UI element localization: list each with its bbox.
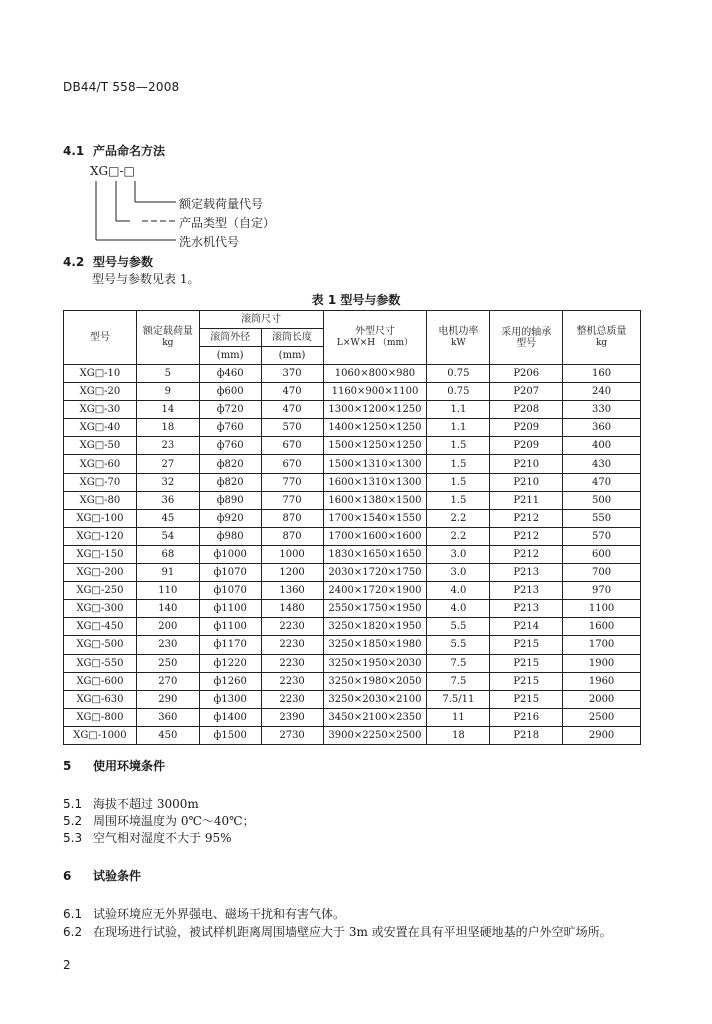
cell-total-mass: 430: [563, 455, 641, 473]
cell-motor-power: 1.1: [427, 419, 490, 437]
cell-motor-power: 5.5: [427, 636, 490, 654]
item-text: 在现场进行试验，被试样机距离周围墙壁应大于 3m 或安置在具有平坦坚硬地基的户外空旷场所。: [93, 925, 612, 939]
cell-drum-length: 2230: [261, 690, 323, 708]
cell-model: XG□-200: [64, 564, 137, 582]
cell-dimensions: 2400×1720×1900: [323, 582, 427, 600]
section-title: 试验条件: [93, 869, 142, 883]
cell-dimensions: 1700×1600×1600: [323, 527, 427, 545]
item-number: 6.1: [63, 907, 83, 921]
section-number: 4.1: [63, 144, 85, 158]
cell-motor-power: 1.5: [427, 473, 490, 491]
cell-rated-load: 140: [136, 600, 199, 618]
cell-model: XG□-1000: [64, 726, 137, 744]
cell-total-mass: 2900: [563, 726, 641, 744]
cell-drum-length: 1200: [261, 564, 323, 582]
cell-bearing: P213: [490, 600, 563, 618]
cell-model: XG□-20: [64, 383, 137, 401]
header-drum-length-unit: (mm): [261, 347, 323, 365]
section-title: 型号与参数: [93, 255, 154, 269]
cell-bearing: P209: [490, 419, 563, 437]
cell-drum-diameter: ф1100: [199, 618, 261, 636]
cell-drum-length: 570: [261, 419, 323, 437]
cell-total-mass: 1700: [563, 636, 641, 654]
table-row: [64, 491, 641, 509]
cell-bearing: P208: [490, 401, 563, 419]
cell-drum-diameter: ф1100: [199, 600, 261, 618]
table-row: [64, 726, 641, 744]
cell-drum-length: 2730: [261, 726, 323, 744]
section-title: 使用环境条件: [93, 759, 166, 773]
cell-motor-power: 4.0: [427, 582, 490, 600]
cell-rated-load: 450: [136, 726, 199, 744]
cell-model: XG□-800: [64, 708, 137, 726]
cell-motor-power: 0.75: [427, 383, 490, 401]
cell-dimensions: 3250×1950×2030: [323, 654, 427, 672]
cell-dimensions: 3250×1820×1950: [323, 618, 427, 636]
item-number: 6.2: [63, 925, 83, 939]
cell-total-mass: 400: [563, 437, 641, 455]
cell-motor-power: 2.2: [427, 527, 490, 545]
code-dash: -: [119, 164, 124, 178]
cell-total-mass: 330: [563, 401, 641, 419]
cell-drum-length: 2230: [261, 654, 323, 672]
cell-dimensions: 1400×1250×1250: [323, 419, 427, 437]
cell-drum-length: 1000: [261, 545, 323, 563]
header-motor-power: [427, 311, 490, 365]
cell-model: XG□-450: [64, 618, 137, 636]
cell-rated-load: 23: [136, 437, 199, 455]
cell-total-mass: 2500: [563, 708, 641, 726]
cell-dimensions: 1700×1540×1550: [323, 509, 427, 527]
cell-drum-diameter: ф1400: [199, 708, 261, 726]
cell-rated-load: 32: [136, 473, 199, 491]
cell-model: XG□-80: [64, 491, 137, 509]
cell-dimensions: 1300×1200×1250: [323, 401, 427, 419]
cell-dimensions: 1600×1310×1300: [323, 473, 427, 491]
cell-motor-power: 3.0: [427, 564, 490, 582]
cell-motor-power: 7.5: [427, 672, 490, 690]
header-rated-load-label: 额定载荷量: [142, 326, 193, 338]
table-row: [64, 473, 641, 491]
list-item: [63, 795, 199, 812]
cell-total-mass: 1100: [563, 600, 641, 618]
header-rated-load-unit: kg: [162, 338, 174, 349]
cell-bearing: P216: [490, 708, 563, 726]
cell-dimensions: 2550×1750×1950: [323, 600, 427, 618]
cell-drum-diameter: ф1260: [199, 672, 261, 690]
header-drum-diameter-unit: (mm): [199, 347, 261, 365]
cell-dimensions: 3250×1980×2050: [323, 672, 427, 690]
cell-motor-power: 1.5: [427, 455, 490, 473]
cell-motor-power: 5.5: [427, 618, 490, 636]
table-row: [64, 419, 641, 437]
table-row: [64, 600, 641, 618]
cell-bearing: P215: [490, 636, 563, 654]
header-bearing-label: 采用的轴承: [501, 326, 552, 338]
header-total-mass-unit: kg: [595, 338, 608, 349]
cell-motor-power: 11: [427, 708, 490, 726]
cell-total-mass: 240: [563, 383, 641, 401]
cell-model: XG□-630: [64, 690, 137, 708]
cell-rated-load: 27: [136, 455, 199, 473]
parameter-table: [63, 310, 641, 745]
cell-drum-length: 1360: [261, 582, 323, 600]
cell-drum-diameter: ф1000: [199, 545, 261, 563]
cell-motor-power: 3.0: [427, 545, 490, 563]
header-motor-power-label: 电机功率: [438, 326, 479, 338]
table-row: [64, 690, 641, 708]
cell-drum-length: 2230: [261, 618, 323, 636]
cell-bearing: P215: [490, 654, 563, 672]
cell-dimensions: 1160×900×1100: [323, 383, 427, 401]
cell-total-mass: 1960: [563, 672, 641, 690]
cell-rated-load: 200: [136, 618, 199, 636]
cell-rated-load: 250: [136, 654, 199, 672]
header-dimensions-unit: L×W×H （mm）: [336, 338, 414, 349]
cell-drum-length: 870: [261, 527, 323, 545]
cell-drum-length: 470: [261, 383, 323, 401]
item-text: 空气相对湿度不大于 95%: [93, 831, 232, 845]
cell-total-mass: 970: [563, 582, 641, 600]
cell-rated-load: 45: [136, 509, 199, 527]
table-body: [64, 365, 641, 745]
cell-drum-length: 770: [261, 491, 323, 509]
cell-drum-diameter: ф760: [199, 437, 261, 455]
cell-model: XG□-100: [64, 509, 137, 527]
code-box-type: □: [108, 164, 120, 178]
cell-bearing: P212: [490, 527, 563, 545]
cell-total-mass: 1900: [563, 654, 641, 672]
section-number: 6: [63, 869, 72, 883]
naming-bracket-lines: [80, 164, 190, 254]
cell-model: XG□-70: [64, 473, 137, 491]
table-row: [64, 636, 641, 654]
cell-total-mass: 600: [563, 545, 641, 563]
list-item: [63, 923, 612, 940]
cell-motor-power: 1.1: [427, 401, 490, 419]
item-number: 5.3: [63, 831, 83, 845]
cell-bearing: P218: [490, 726, 563, 744]
cell-total-mass: 570: [563, 527, 641, 545]
cell-drum-diameter: ф460: [199, 365, 261, 383]
table-row: [64, 383, 641, 401]
cell-model: XG□-10: [64, 365, 137, 383]
cell-rated-load: 14: [136, 401, 199, 419]
header-total-mass: [563, 311, 641, 365]
section-6-heading: [63, 867, 141, 884]
table-row: [64, 365, 641, 383]
cell-dimensions: 3900×2250×2500: [323, 726, 427, 744]
table-row: [64, 708, 641, 726]
cell-drum-diameter: ф1500: [199, 726, 261, 744]
cell-drum-diameter: ф980: [199, 527, 261, 545]
cell-model: XG□-150: [64, 545, 137, 563]
cell-total-mass: 160: [563, 365, 641, 383]
cell-dimensions: 1500×1310×1300: [323, 455, 427, 473]
header-drum-diameter: 滚筒外径: [199, 329, 261, 347]
cell-total-mass: 700: [563, 564, 641, 582]
header-dimensions-label: 外型尺寸: [354, 326, 395, 338]
cell-motor-power: 1.5: [427, 491, 490, 509]
cell-drum-diameter: ф920: [199, 509, 261, 527]
cell-rated-load: 360: [136, 708, 199, 726]
cell-dimensions: 3450×2100×2350: [323, 708, 427, 726]
header-total-mass-label: 整机总质量: [576, 326, 627, 338]
cell-drum-diameter: ф890: [199, 491, 261, 509]
cell-dimensions: 1060×800×980: [323, 365, 427, 383]
cell-drum-diameter: ф720: [199, 401, 261, 419]
code-box-load: □: [123, 164, 135, 178]
cell-rated-load: 110: [136, 582, 199, 600]
cell-bearing: P214: [490, 618, 563, 636]
cell-total-mass: 550: [563, 509, 641, 527]
cell-dimensions: 2030×1720×1750: [323, 564, 427, 582]
naming-diagram: [80, 164, 320, 254]
cell-rated-load: 68: [136, 545, 199, 563]
table-row: [64, 582, 641, 600]
header-drum-size: 滚筒尺寸: [199, 311, 323, 329]
section-4-1-heading: [63, 142, 165, 159]
table-row: [64, 527, 641, 545]
cell-motor-power: 1.5: [427, 437, 490, 455]
cell-motor-power: 18: [427, 726, 490, 744]
table-row: [64, 437, 641, 455]
cell-model: XG□-550: [64, 654, 137, 672]
table-header: [64, 311, 641, 365]
table-row: [64, 618, 641, 636]
table-row: [64, 564, 641, 582]
label-machine-code: 洗水机代号: [179, 235, 240, 249]
section-5-heading: [63, 757, 165, 774]
cell-rated-load: 290: [136, 690, 199, 708]
cell-bearing: P210: [490, 473, 563, 491]
cell-total-mass: 470: [563, 473, 641, 491]
cell-dimensions: 1830×1650×1650: [323, 545, 427, 563]
cell-drum-diameter: ф1070: [199, 582, 261, 600]
cell-drum-length: 2230: [261, 636, 323, 654]
item-text: 试验环境应无外界强电、磁场干扰和有害气体。: [93, 907, 346, 921]
cell-bearing: P209: [490, 437, 563, 455]
item-text: 周围环境温度为 0℃～40℃；: [93, 814, 255, 828]
item-text: 海拔不超过 3000m: [93, 797, 199, 811]
cell-rated-load: 18: [136, 419, 199, 437]
cell-drum-length: 2230: [261, 672, 323, 690]
cell-model: XG□-50: [64, 437, 137, 455]
cell-bearing: P215: [490, 672, 563, 690]
table-row: [64, 654, 641, 672]
label-product-type: 产品类型（自定）: [179, 216, 276, 230]
cell-dimensions: 1600×1380×1500: [323, 491, 427, 509]
cell-drum-diameter: ф760: [199, 419, 261, 437]
cell-total-mass: 1600: [563, 618, 641, 636]
cell-rated-load: 54: [136, 527, 199, 545]
header-bearing: [490, 311, 563, 365]
table-row: [64, 545, 641, 563]
cell-dimensions: 3250×1850×1980: [323, 636, 427, 654]
cell-drum-diameter: ф1220: [199, 654, 261, 672]
header-drum-length: 滚筒长度: [261, 329, 323, 347]
cell-bearing: P213: [490, 582, 563, 600]
header-rated-load: [136, 311, 199, 365]
cell-bearing: P213: [490, 564, 563, 582]
cell-motor-power: 7.5/11: [427, 690, 490, 708]
cell-motor-power: 7.5: [427, 654, 490, 672]
page-number: 2: [63, 958, 71, 972]
cell-drum-diameter: ф820: [199, 455, 261, 473]
cell-motor-power: 2.2: [427, 509, 490, 527]
cell-drum-diameter: ф1300: [199, 690, 261, 708]
table-row: [64, 509, 641, 527]
cell-drum-length: 470: [261, 401, 323, 419]
cell-model: XG□-600: [64, 672, 137, 690]
cell-model: XG□-250: [64, 582, 137, 600]
cell-total-mass: 500: [563, 491, 641, 509]
header-dimensions: [323, 311, 427, 365]
cell-bearing: P206: [490, 365, 563, 383]
cell-bearing: P212: [490, 545, 563, 563]
cell-rated-load: 91: [136, 564, 199, 582]
cell-model: XG□-40: [64, 419, 137, 437]
cell-total-mass: 360: [563, 419, 641, 437]
cell-dimensions: 1500×1250×1250: [323, 437, 427, 455]
cell-drum-length: 770: [261, 473, 323, 491]
cell-bearing: P212: [490, 509, 563, 527]
cell-drum-diameter: ф820: [199, 473, 261, 491]
cell-drum-length: 670: [261, 437, 323, 455]
cell-model: XG□-300: [64, 600, 137, 618]
section-number: 4.2: [63, 255, 85, 269]
section-4-2-body: 型号与参数见表 1。: [92, 272, 200, 286]
list-item: [63, 905, 345, 922]
code-prefix: XG: [90, 164, 109, 178]
standard-code: DB44/T 558—2008: [63, 80, 180, 94]
table-caption: 表 1 型号与参数: [311, 293, 401, 307]
cell-rated-load: 230: [136, 636, 199, 654]
cell-drum-length: 1480: [261, 600, 323, 618]
item-number: 5.2: [63, 814, 83, 828]
header-model: 型号: [64, 311, 137, 365]
section-number: 5: [63, 759, 72, 773]
cell-drum-diameter: ф1070: [199, 564, 261, 582]
cell-bearing: P215: [490, 690, 563, 708]
cell-motor-power: 0.75: [427, 365, 490, 383]
cell-rated-load: 9: [136, 383, 199, 401]
cell-drum-diameter: ф1170: [199, 636, 261, 654]
cell-drum-length: 670: [261, 455, 323, 473]
cell-rated-load: 5: [136, 365, 199, 383]
label-load-code: 额定载荷量代号: [179, 197, 264, 211]
cell-total-mass: 2000: [563, 690, 641, 708]
header-motor-power-unit: kW: [451, 338, 466, 349]
cell-rated-load: 36: [136, 491, 199, 509]
cell-drum-length: 870: [261, 509, 323, 527]
cell-model: XG□-120: [64, 527, 137, 545]
cell-bearing: P211: [490, 491, 563, 509]
table-row: [64, 455, 641, 473]
cell-drum-diameter: ф600: [199, 383, 261, 401]
cell-model: XG□-30: [64, 401, 137, 419]
cell-dimensions: 3250×2030×2100: [323, 690, 427, 708]
table-row: [64, 672, 641, 690]
cell-model: XG□-60: [64, 455, 137, 473]
item-number: 5.1: [63, 797, 83, 811]
section-4-2-heading: [63, 253, 153, 270]
list-item: [63, 812, 255, 829]
cell-bearing: P207: [490, 383, 563, 401]
header-bearing-unit: 型号: [516, 337, 537, 349]
cell-drum-length: 2390: [261, 708, 323, 726]
cell-motor-power: 4.0: [427, 600, 490, 618]
cell-model: XG□-500: [64, 636, 137, 654]
cell-drum-length: 370: [261, 365, 323, 383]
section-title: 产品命名方法: [93, 144, 166, 158]
list-item: [63, 829, 232, 846]
cell-bearing: P210: [490, 455, 563, 473]
cell-rated-load: 270: [136, 672, 199, 690]
table-row: [64, 401, 641, 419]
